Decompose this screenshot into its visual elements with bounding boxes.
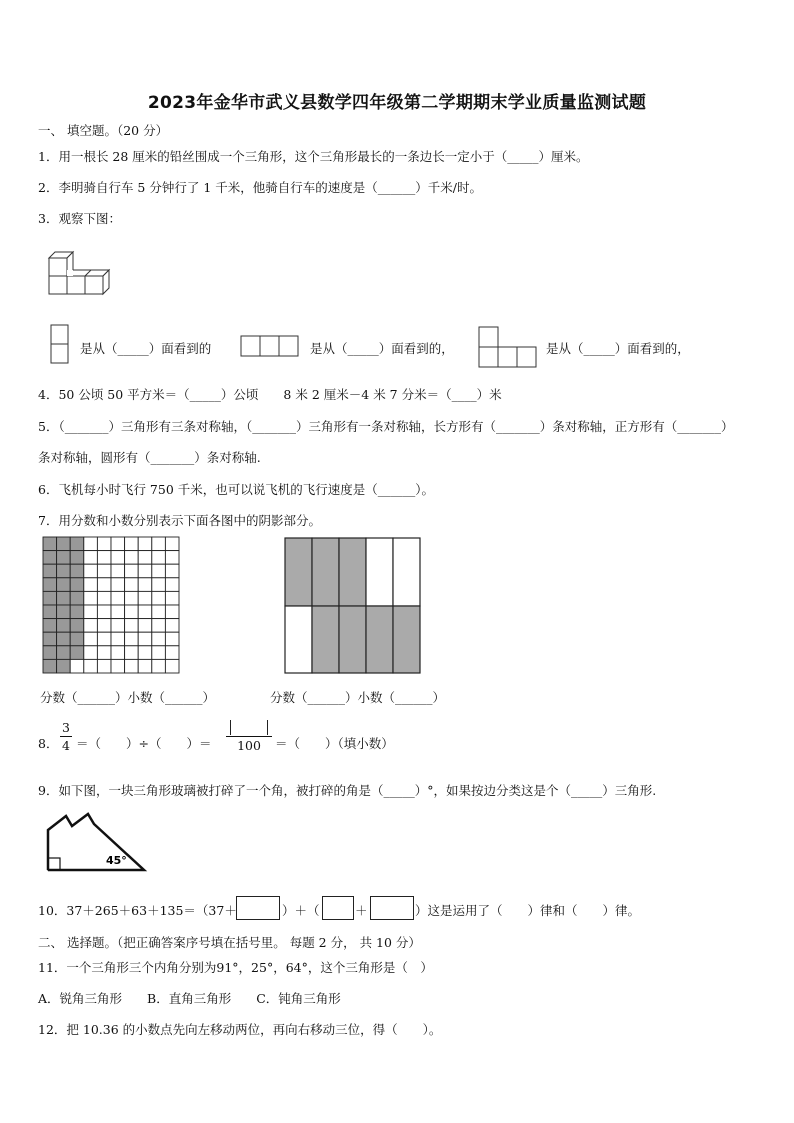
hundred-grid-figure bbox=[42, 536, 182, 676]
grid-cell bbox=[97, 551, 111, 565]
grid-cell bbox=[111, 578, 125, 592]
grid-cell bbox=[165, 578, 179, 592]
grid-cell bbox=[138, 646, 152, 660]
grid-cell-shaded bbox=[70, 632, 84, 646]
grid-cell-shaded bbox=[43, 659, 57, 673]
grid-cell bbox=[125, 537, 139, 551]
grid-cell bbox=[152, 646, 166, 660]
grid-cell bbox=[97, 537, 111, 551]
grid-cell bbox=[111, 646, 125, 660]
question-8-prefix: 8． bbox=[38, 736, 59, 751]
section-1-heading: 一、 填空题。（20 分） bbox=[38, 123, 169, 138]
question-10-part-b: ）＋（ bbox=[282, 903, 320, 918]
grid-cell bbox=[152, 551, 166, 565]
grid-cell bbox=[84, 578, 98, 592]
grid-cell bbox=[125, 591, 139, 605]
grid-cell-shaded bbox=[70, 537, 84, 551]
grid-cell bbox=[125, 578, 139, 592]
grid-cell bbox=[152, 632, 166, 646]
view-3-label: 是从（_____）面看到的， bbox=[546, 341, 690, 356]
grid-cell bbox=[138, 564, 152, 578]
grid-cell bbox=[97, 619, 111, 633]
grid-cell bbox=[111, 632, 125, 646]
grid-cell bbox=[70, 659, 84, 673]
question-5-line-1: 5．（_______）三角形有三条对称轴，（_______）三角形有一条对称轴，长方形有（_______）条对称轴，正方形有（_______） bbox=[38, 419, 734, 434]
grid-cell bbox=[165, 646, 179, 660]
question-10-part-d: ）这是运用了（ ）律和（ ）律。 bbox=[415, 903, 641, 918]
grid-cell bbox=[152, 564, 166, 578]
grid-cell bbox=[152, 605, 166, 619]
grid-cell-shaded bbox=[43, 564, 57, 578]
view-left-shape bbox=[50, 324, 70, 366]
grid-cell bbox=[111, 591, 125, 605]
answer-box-2[interactable] bbox=[322, 896, 354, 920]
grid-cell-shaded bbox=[57, 537, 71, 551]
grid-cell-shaded bbox=[70, 564, 84, 578]
question-6: 6．飞机每小时飞行 750 千米，也可以说飞机的飞行速度是（______）。 bbox=[38, 482, 435, 497]
grid-cell-shaded bbox=[70, 591, 84, 605]
grid-cell bbox=[84, 591, 98, 605]
grid-cell bbox=[84, 537, 98, 551]
grid-cell-shaded bbox=[43, 605, 57, 619]
grid-cell bbox=[138, 537, 152, 551]
grid-cell bbox=[152, 537, 166, 551]
grid-cell bbox=[111, 564, 125, 578]
grid-cell bbox=[125, 659, 139, 673]
grid-cell-shaded bbox=[57, 646, 71, 660]
grid-cell bbox=[111, 619, 125, 633]
grid-cell bbox=[84, 605, 98, 619]
fraction-blank-over-100 bbox=[226, 720, 272, 753]
grid-cell bbox=[152, 578, 166, 592]
grid-cell bbox=[138, 619, 152, 633]
grid-cell bbox=[125, 605, 139, 619]
grid-cell bbox=[111, 605, 125, 619]
grid-cell-shaded bbox=[70, 551, 84, 565]
grid-cell-shaded bbox=[70, 646, 84, 660]
grid-cell-shaded bbox=[43, 578, 57, 592]
question-11: 11．一个三角形三个内角分别为91°，25°，64°，这个三角形是（ ） bbox=[38, 960, 433, 975]
fraction-3-4 bbox=[60, 720, 72, 753]
page-title: 2023年金华市武义县数学四年级第二学期期末学业质量监测试题 bbox=[147, 93, 647, 113]
grid-cell bbox=[165, 632, 179, 646]
grid-cell-shaded bbox=[70, 578, 84, 592]
grid-cell bbox=[138, 632, 152, 646]
question-7: 7．用分数和小数分别表示下面各图中的阴影部分。 bbox=[38, 513, 321, 528]
grid-cell bbox=[125, 551, 139, 565]
grid-cell bbox=[97, 632, 111, 646]
grid-cell bbox=[97, 659, 111, 673]
grid-cell bbox=[97, 646, 111, 660]
question-3: 3．观察下图： bbox=[38, 211, 121, 226]
question-7-answer-right: 分数（______）小数（______） bbox=[270, 690, 446, 705]
question-10-part-c: ＋ bbox=[355, 903, 368, 918]
grid-cell bbox=[165, 551, 179, 565]
grid-cell bbox=[111, 537, 125, 551]
question-7-answer-left: 分数（______）小数（______） bbox=[40, 690, 216, 705]
grid-cell bbox=[84, 619, 98, 633]
grid-cell bbox=[125, 646, 139, 660]
grid-cell-shaded bbox=[43, 646, 57, 660]
fraction-denominator-100: 100 bbox=[237, 738, 261, 753]
question-2: 2．李明骑自行车 5 分钟行了 1 千米，他骑自行车的速度是（______）千米/时。 bbox=[38, 180, 482, 195]
answer-box-1[interactable] bbox=[236, 896, 280, 920]
view-right-shape bbox=[478, 326, 540, 370]
grid-cell bbox=[165, 619, 179, 633]
broken-triangle-figure bbox=[44, 810, 150, 874]
view-middle-shape bbox=[240, 335, 302, 359]
grid-cell bbox=[84, 551, 98, 565]
grid-cell-shaded bbox=[70, 605, 84, 619]
grid-cell-shaded bbox=[57, 605, 71, 619]
fraction-numerator: 3 bbox=[62, 720, 70, 735]
grid-cell-shaded bbox=[57, 578, 71, 592]
question-9: 9．如下图，一块三角形玻璃被打碎了一个角，被打碎的角是（_____）°，如果按边分类这是个（_____）三角形. bbox=[38, 783, 657, 798]
grid-cell bbox=[97, 578, 111, 592]
grid-cell bbox=[84, 632, 98, 646]
grid-cell-shaded bbox=[57, 632, 71, 646]
grid-cell bbox=[111, 659, 125, 673]
question-5-line-2: 条对称轴，圆形有（_______）条对称轴. bbox=[38, 450, 261, 465]
answer-box-3[interactable] bbox=[370, 896, 414, 920]
angle-45-label: 45° bbox=[106, 854, 127, 867]
grid-cell bbox=[138, 551, 152, 565]
grid-cell bbox=[84, 564, 98, 578]
grid-cell bbox=[138, 605, 152, 619]
grid-cell-shaded bbox=[70, 619, 84, 633]
fraction-denominator: 4 bbox=[62, 738, 70, 753]
grid-cell-shaded bbox=[57, 619, 71, 633]
grid-cell-shaded bbox=[57, 551, 71, 565]
grid-cell bbox=[165, 591, 179, 605]
grid-cell bbox=[97, 605, 111, 619]
grid-cell-shaded bbox=[43, 591, 57, 605]
grid-cell bbox=[165, 537, 179, 551]
grid-cell-shaded bbox=[43, 551, 57, 565]
grid-cell bbox=[125, 619, 139, 633]
ten-part-rectangle-figure bbox=[284, 537, 422, 675]
view-2-label: 是从（_____）面看到的， bbox=[310, 341, 454, 356]
grid-cell-shaded bbox=[43, 537, 57, 551]
grid-cell bbox=[165, 659, 179, 673]
view-1-label: 是从（_____）面看到的 bbox=[80, 341, 212, 356]
grid-cell-shaded bbox=[43, 619, 57, 633]
cube-figure bbox=[45, 244, 125, 296]
grid-cell bbox=[152, 659, 166, 673]
grid-cell bbox=[125, 564, 139, 578]
grid-cell-shaded bbox=[57, 564, 71, 578]
grid-cell bbox=[152, 619, 166, 633]
grid-cell bbox=[138, 578, 152, 592]
grid-cell bbox=[97, 591, 111, 605]
grid-cell-shaded bbox=[57, 659, 71, 673]
grid-cell bbox=[165, 564, 179, 578]
grid-cell bbox=[111, 551, 125, 565]
grid-cell bbox=[84, 646, 98, 660]
question-4: 4．50 公顷 50 平方米＝（_____）公顷 8 米 2 厘米－4 米 7 分米＝（____）米 bbox=[38, 387, 502, 402]
question-8-middle: ＝（ ）÷（ ）＝ bbox=[76, 736, 212, 751]
grid-cell bbox=[84, 659, 98, 673]
grid-cell bbox=[97, 564, 111, 578]
question-1: 1．用一根长 28 厘米的铅丝围成一个三角形，这个三角形最长的一条边长一定小于（_____）厘米。 bbox=[38, 149, 589, 164]
grid-cell-shaded bbox=[43, 632, 57, 646]
grid-cell bbox=[152, 591, 166, 605]
grid-cell-shaded bbox=[57, 591, 71, 605]
grid-cell bbox=[138, 659, 152, 673]
section-2-heading: 二、 选择题。（把正确答案序号填在括号里。 每题 2 分， 共 10 分） bbox=[38, 935, 421, 950]
grid-cell bbox=[138, 591, 152, 605]
question-12: 12．把 10.36 的小数点先向左移动两位，再向右移动三位，得（ ）。 bbox=[38, 1022, 442, 1037]
grid-cell bbox=[125, 632, 139, 646]
question-11-options: A．锐角三角形 B．直角三角形 C．钝角三角形 bbox=[38, 991, 341, 1006]
grid-cell bbox=[165, 605, 179, 619]
question-10-part-a: 10．37＋265＋63＋135＝（37＋ bbox=[38, 903, 237, 918]
question-8-suffix: ＝（ ）（填小数） bbox=[275, 736, 394, 751]
